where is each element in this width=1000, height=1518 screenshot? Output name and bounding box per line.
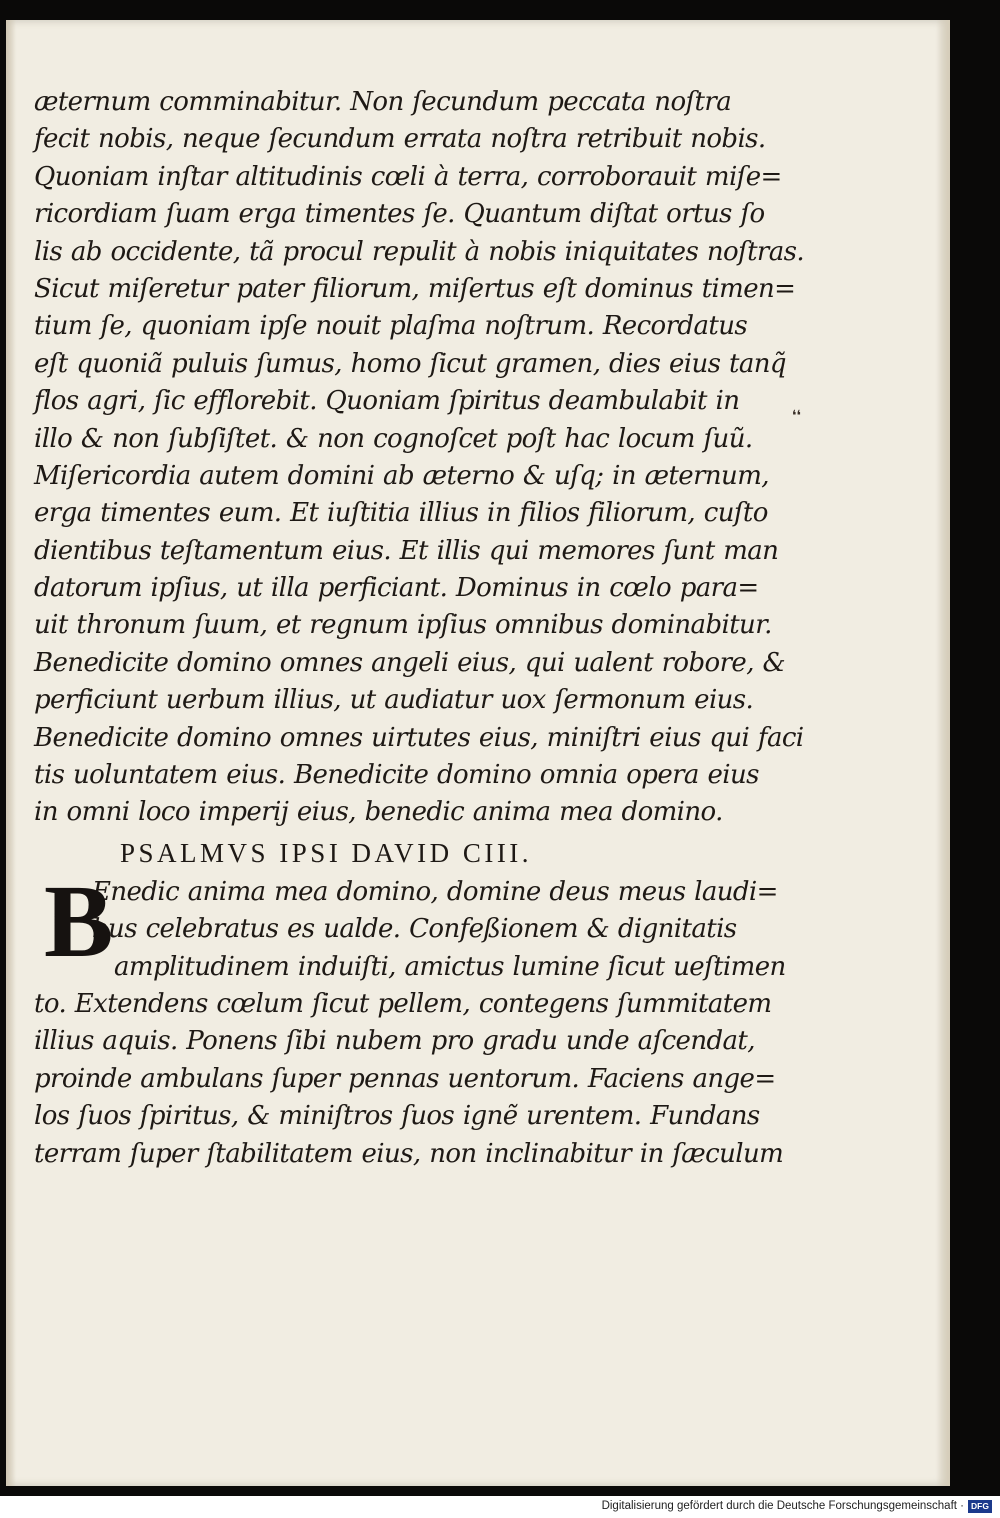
page-edge-shadow-right	[936, 20, 950, 1486]
dfg-logo-icon: DFG	[968, 1500, 992, 1513]
page-text-block	[34, 84, 805, 1173]
text-line-2: fecit nobis, neque ſecundum errata noſtra retribuit nobis.	[34, 124, 766, 155]
psalm-line-4: to. Extendens cœlum ſicut pellem, contegens ſummitatem	[34, 988, 772, 1019]
text-line-1: æternum comminabitur. Non ſecundum peccata noſtra	[34, 87, 732, 117]
psalm-line-8: terram ſuper ſtabilitatem eius, non inclinabitur in ſæculum	[34, 1138, 784, 1169]
psalm-line-2: bus celebratus es ualde. Confeßionem & dignitatis	[92, 914, 737, 945]
book-page	[6, 20, 950, 1486]
text-line-16: Benedicite domino omnes angeli eius, qui ualent robore, &	[34, 647, 786, 678]
text-line-20: in omni loco imperij eius, benedic anima mea domino.	[34, 797, 723, 828]
text-line-15: uit thronum ſuum, et regnum ipſius omnibus dominabitur.	[34, 610, 772, 641]
text-line-18: Benedicite domino omnes uirtutes eius, miniſtri eius qui faci	[34, 722, 804, 753]
text-line-19: tis uoluntatem eius. Benedicite domino omnia opera eius	[34, 760, 759, 791]
margin-mark: ❛❛	[792, 408, 802, 424]
text-line-12: erga timentes eum. Et iuſtitia illius in filios filiorum, cuſto	[34, 498, 768, 529]
text-line-10: illo & non ſubſiſtet. & non cognoſcet poſt hac locum ſuũ.	[34, 423, 753, 454]
drop-cap-initial: B	[44, 863, 114, 979]
psalm-body	[34, 863, 786, 1173]
psalm-line-1: Enedic anima mea domino, domine deus meus laudi=	[92, 876, 778, 907]
text-line-14: datorum ipſius, ut illa perficiant. Dominus in cœlo para=	[34, 573, 759, 604]
text-line-6: Sicut miſeretur pater filiorum, miſertus eſt dominus timen=	[34, 273, 796, 304]
text-line-7: tium ſe, quoniam ipſe nouit plaſma noſtrum. Recordatus	[34, 311, 748, 342]
page-edge-shadow-left	[6, 20, 16, 1486]
psalm-line-3: amplitudinem induiſti, amictus lumine ſicut ueſtimen	[114, 951, 786, 982]
text-line-4: ricordiam ſuam erga timentes ſe. Quantum diſtat ortus ſo	[34, 199, 765, 230]
text-line-8: eſt quoniã puluis ſumus, homo ſicut gramen, dies eius tanq̃	[34, 348, 786, 379]
psalm-line-6: proinde ambulans ſuper pennas uentorum. Faciens ange=	[34, 1063, 776, 1094]
text-line-13: dientibus teſtamentum eius. Et illis qui memores ſunt man	[34, 535, 779, 566]
footer-bar	[0, 1496, 1000, 1518]
text-line-3: Quoniam inſtar altitudinis cœli à terra, corroborauit miſe=	[34, 161, 782, 192]
text-line-9: flos agri, ſic efflorebit. Quoniam ſpiritus deambulabit in	[34, 386, 740, 417]
text-line-17: perficiunt uerbum illius, ut audiatur uox ſermonum eius.	[34, 685, 754, 716]
text-line-11: Miſericordia autem domini ab æterno & uſq; in æternum,	[34, 460, 769, 491]
psalm-line-5: illius aquis. Ponens ſibi nubem pro gradu unde aſcendat,	[34, 1026, 755, 1057]
funding-credit: Digitalisierung gefördert durch die Deutsche Forschungsgemeinschaft ·	[601, 1500, 964, 1512]
text-line-5: lis ab occidente, tã procul repulit à nobis iniquitates noſtras.	[34, 236, 805, 267]
psalm-line-7: los ſuos ſpiritus, & miniſtros ſuos ignẽ urentem. Fundans	[34, 1101, 760, 1132]
psalm-heading: PSALMVS IPSI DAVID CIII.	[120, 837, 533, 868]
